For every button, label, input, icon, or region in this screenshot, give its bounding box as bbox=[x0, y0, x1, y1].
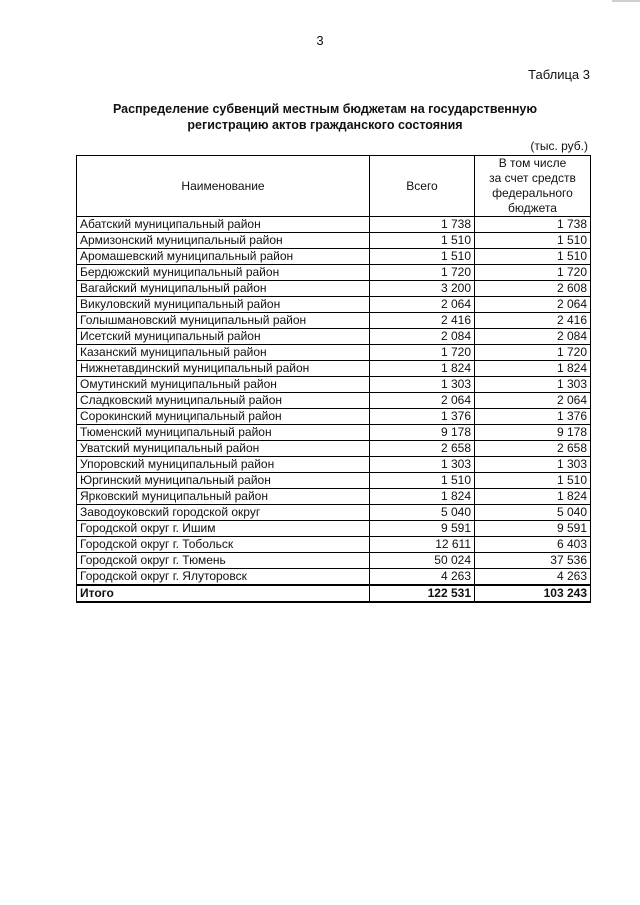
row-name: Голышмановский муниципальный район bbox=[77, 313, 370, 329]
row-total: 1 738 bbox=[370, 217, 475, 233]
row-name: Городской округ г. Тобольск bbox=[77, 537, 370, 553]
row-federal: 1 303 bbox=[475, 457, 591, 473]
total-federal: 103 243 bbox=[475, 585, 591, 602]
row-total: 3 200 bbox=[370, 281, 475, 297]
row-name: Викуловский муниципальный район bbox=[77, 297, 370, 313]
table-row bbox=[77, 313, 591, 329]
table-row bbox=[77, 425, 591, 441]
row-total: 1 720 bbox=[370, 345, 475, 361]
table-row bbox=[77, 297, 591, 313]
row-federal: 2 064 bbox=[475, 393, 591, 409]
row-federal: 9 591 bbox=[475, 521, 591, 537]
row-name: Городской округ г. Тюмень bbox=[77, 553, 370, 569]
row-total: 9 178 bbox=[370, 425, 475, 441]
header-federal-line: В том числе bbox=[498, 156, 567, 170]
table-row bbox=[77, 489, 591, 505]
row-name: Омутинский муниципальный район bbox=[77, 377, 370, 393]
row-federal: 1 303 bbox=[475, 377, 591, 393]
row-federal: 1 738 bbox=[475, 217, 591, 233]
header-name: Наименование bbox=[77, 156, 370, 217]
row-federal: 2 658 bbox=[475, 441, 591, 457]
row-name: Исетский муниципальный район bbox=[77, 329, 370, 345]
row-federal: 1 510 bbox=[475, 473, 591, 489]
row-total: 2 658 bbox=[370, 441, 475, 457]
row-total: 2 084 bbox=[370, 329, 475, 345]
table-row bbox=[77, 377, 591, 393]
table-row bbox=[77, 329, 591, 345]
row-federal: 5 040 bbox=[475, 505, 591, 521]
row-total: 5 040 bbox=[370, 505, 475, 521]
row-name: Аромашевский муниципальный район bbox=[77, 249, 370, 265]
row-name: Бердюжский муниципальный район bbox=[77, 265, 370, 281]
table-row bbox=[77, 409, 591, 425]
row-total: 2 416 bbox=[370, 313, 475, 329]
row-federal: 2 084 bbox=[475, 329, 591, 345]
header-federal bbox=[475, 156, 591, 217]
table-row bbox=[77, 393, 591, 409]
subventions-table bbox=[76, 155, 591, 603]
row-name: Ярковский муниципальный район bbox=[77, 489, 370, 505]
table-row bbox=[77, 537, 591, 553]
row-name: Казанский муниципальный район bbox=[77, 345, 370, 361]
row-federal: 4 263 bbox=[475, 569, 591, 586]
total-sum: 122 531 bbox=[370, 585, 475, 602]
table-row bbox=[77, 441, 591, 457]
row-federal: 2 608 bbox=[475, 281, 591, 297]
table-row bbox=[77, 345, 591, 361]
row-total: 1 510 bbox=[370, 473, 475, 489]
title-line-2: регистрацию актов гражданского состояния bbox=[187, 118, 463, 132]
row-federal: 1 376 bbox=[475, 409, 591, 425]
row-federal: 1 824 bbox=[475, 489, 591, 505]
table-row bbox=[77, 233, 591, 249]
row-name: Юргинский муниципальный район bbox=[77, 473, 370, 489]
row-total: 1 376 bbox=[370, 409, 475, 425]
document-title bbox=[60, 101, 590, 133]
table-row bbox=[77, 457, 591, 473]
row-total: 1 510 bbox=[370, 249, 475, 265]
scan-edge-mark bbox=[612, 0, 640, 2]
row-federal: 1 720 bbox=[475, 265, 591, 281]
row-federal: 6 403 bbox=[475, 537, 591, 553]
header-total: Всего bbox=[370, 156, 475, 217]
table-row bbox=[77, 505, 591, 521]
row-total: 9 591 bbox=[370, 521, 475, 537]
row-total: 1 824 bbox=[370, 489, 475, 505]
table-row bbox=[77, 521, 591, 537]
table-row bbox=[77, 281, 591, 297]
units-label: (тыс. руб.) bbox=[530, 139, 588, 153]
row-federal: 1 510 bbox=[475, 233, 591, 249]
row-federal: 1 720 bbox=[475, 345, 591, 361]
table-row bbox=[77, 249, 591, 265]
row-federal: 37 536 bbox=[475, 553, 591, 569]
row-total: 1 303 bbox=[370, 457, 475, 473]
total-label: Итого bbox=[77, 585, 370, 602]
row-name: Тюменский муниципальный район bbox=[77, 425, 370, 441]
row-total: 12 611 bbox=[370, 537, 475, 553]
row-total: 1 824 bbox=[370, 361, 475, 377]
row-federal: 2 416 bbox=[475, 313, 591, 329]
table-row bbox=[77, 217, 591, 233]
table-reference: Таблица 3 bbox=[528, 67, 590, 82]
header-federal-line: бюджета bbox=[508, 201, 557, 215]
row-name: Городской округ г. Ялуторовск bbox=[77, 569, 370, 586]
row-name: Заводоуковский городской округ bbox=[77, 505, 370, 521]
table-row bbox=[77, 265, 591, 281]
table-row bbox=[77, 361, 591, 377]
row-name: Армизонский муниципальный район bbox=[77, 233, 370, 249]
table-row bbox=[77, 473, 591, 489]
header-federal-line: федерального bbox=[492, 186, 573, 200]
row-federal: 9 178 bbox=[475, 425, 591, 441]
row-name: Вагайский муниципальный район bbox=[77, 281, 370, 297]
title-line-1: Распределение субвенций местным бюджетам на государственную bbox=[112, 102, 538, 116]
row-name: Уватский муниципальный район bbox=[77, 441, 370, 457]
row-federal: 2 064 bbox=[475, 297, 591, 313]
row-federal: 1 824 bbox=[475, 361, 591, 377]
row-total: 2 064 bbox=[370, 297, 475, 313]
row-name: Нижнетавдинский муниципальный район bbox=[77, 361, 370, 377]
row-total: 4 263 bbox=[370, 569, 475, 586]
row-total: 2 064 bbox=[370, 393, 475, 409]
table-row bbox=[77, 569, 591, 586]
row-name: Сладковский муниципальный район bbox=[77, 393, 370, 409]
row-name: Упоровский муниципальный район bbox=[77, 457, 370, 473]
row-name: Сорокинский муниципальный район bbox=[77, 409, 370, 425]
table-header-row bbox=[77, 156, 591, 217]
row-name: Городской округ г. Ишим bbox=[77, 521, 370, 537]
table-row bbox=[77, 553, 591, 569]
row-federal: 1 510 bbox=[475, 249, 591, 265]
page-number: 3 bbox=[316, 33, 324, 48]
row-total: 50 024 bbox=[370, 553, 475, 569]
total-row bbox=[77, 585, 591, 602]
header-federal-line: за счет средств bbox=[489, 171, 576, 185]
table-body bbox=[77, 217, 591, 603]
row-name: Абатский муниципальный район bbox=[77, 217, 370, 233]
row-total: 1 510 bbox=[370, 233, 475, 249]
row-total: 1 303 bbox=[370, 377, 475, 393]
row-total: 1 720 bbox=[370, 265, 475, 281]
